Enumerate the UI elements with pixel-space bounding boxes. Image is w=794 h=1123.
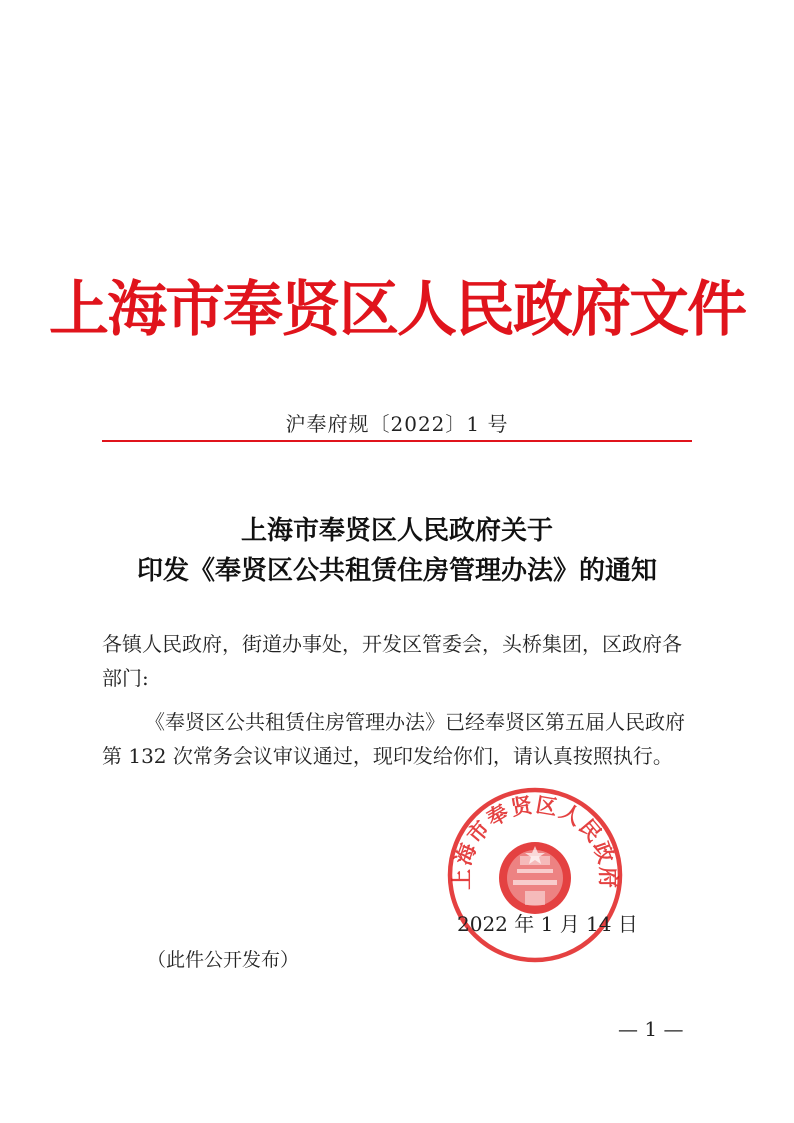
addressee-line2: 部门: [102,666,149,690]
notice-title-line2: 印发《奉贤区公共租赁住房管理办法》的通知 [136,556,657,586]
national-emblem-icon [499,842,571,914]
red-separator-line [102,440,692,442]
public-release-note: （此件公开发布） [147,949,300,971]
page-number: — 1 — [618,1017,684,1041]
seal-text: 上海市奉贤区人民政府 [448,791,622,890]
body-paragraph-line2: 第 132 次常务会议审议通过，现印发给你们，请认真按照执行。 [102,744,673,768]
body-paragraph-line1: 《奉贤区公共租赁住房管理办法》已经奉贤区第五届人民政府 [145,710,685,734]
document-header-title: 上海市奉贤区人民政府文件 [49,275,745,345]
signature-date: 2022 年 1 月 14 日 [457,912,638,936]
document-number: 沪奉府规〔2022〕1 号 [285,412,509,436]
official-seal-stamp [446,786,624,964]
notice-title-line1: 上海市奉贤区人民政府关于 [240,516,553,546]
addressee-line1: 各镇人民政府，街道办事处，开发区管委会，头桥集团，区政府各 [102,632,682,656]
